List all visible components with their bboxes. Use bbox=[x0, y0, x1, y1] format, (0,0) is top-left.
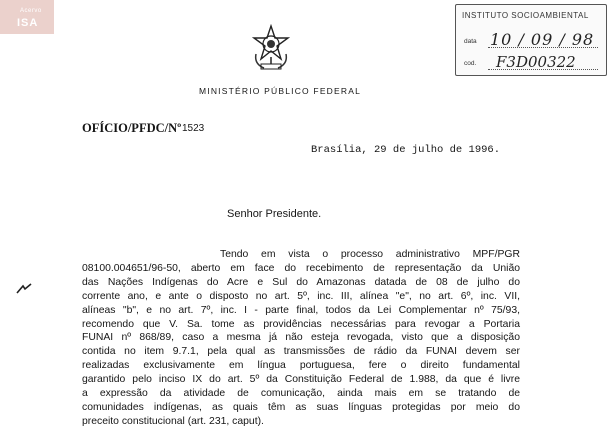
body-line: contida no item 9.7.1, pela qual as transmissões de rádio da FUNAI devem ser bbox=[82, 346, 520, 358]
stamp-date-line bbox=[488, 47, 598, 48]
body-line: a expressão da atividade de comunicação, ainda mais em se tratando de bbox=[82, 388, 520, 400]
body-line: preceito constitucional (art. 231, caput). bbox=[82, 415, 264, 427]
ministry-header: MINISTÉRIO PÚBLICO FEDERAL bbox=[199, 86, 362, 96]
body-line: realizadas exclusivamente em língua portuguesa, fere o direito fundamental bbox=[82, 360, 520, 372]
body-line: comunidades indígenas, as quais têm as suas línguas protegidas por meio do bbox=[82, 401, 520, 413]
body-line: alíneas "b", e no art. 7º, inc. I - parte final, todos da Lei Complementar nº 75/93, bbox=[82, 304, 520, 316]
margin-mark-icon bbox=[16, 283, 32, 295]
body-line: das Nações Indígenas do Acre e Sul do Amazonas datada de 08 de julho do bbox=[82, 276, 520, 288]
place-and-date: Brasília, 29 de julho de 1996. bbox=[311, 144, 501, 156]
oficio-label: OFÍCIO/PFDC/Nº bbox=[82, 121, 182, 135]
oficio-number: 1523 bbox=[182, 123, 205, 134]
stamp-date-label: data bbox=[464, 38, 477, 45]
stamp-code-line bbox=[488, 69, 598, 70]
stamp-header: INSTITUTO SOCIOAMBIENTAL bbox=[462, 11, 589, 20]
stamp-code-value: F3D00322 bbox=[496, 53, 576, 71]
body-line: corrente ano, e ante o disposto no art. 5º, inc. III, alínea "e", no art. 6º, inc. VII, bbox=[82, 290, 520, 302]
stamp-date-value: 10 / 09 / 98 bbox=[490, 30, 595, 49]
stamp-code-label: cod. bbox=[464, 60, 477, 67]
body-line: garantido pelo inciso IX do art. 5º da Constituição Federal de 1.988, da que é livre bbox=[82, 374, 520, 386]
protocol-stamp bbox=[455, 4, 607, 76]
body-line: Tendo em vista o processo administrativo MPF/PGR bbox=[220, 249, 520, 260]
salutation: Senhor Presidente. bbox=[227, 208, 322, 220]
acervo-isa-watermark bbox=[0, 0, 54, 34]
watermark-logo-text: ISA bbox=[17, 17, 39, 29]
letter-body bbox=[82, 248, 520, 429]
coat-of-arms-icon bbox=[250, 24, 292, 72]
watermark-small-text: Acervo bbox=[20, 8, 42, 14]
body-line: recomendo que V. Sa. tome as providências necessárias para revogar a Portaria bbox=[82, 318, 520, 330]
body-line: 08100.004651/96-50, aberto em face do recebimento de representação da União bbox=[82, 262, 520, 274]
body-line: FUNAI nº 868/89, caso a mesma já não esteja revogada, visto que a disposição bbox=[82, 332, 520, 344]
